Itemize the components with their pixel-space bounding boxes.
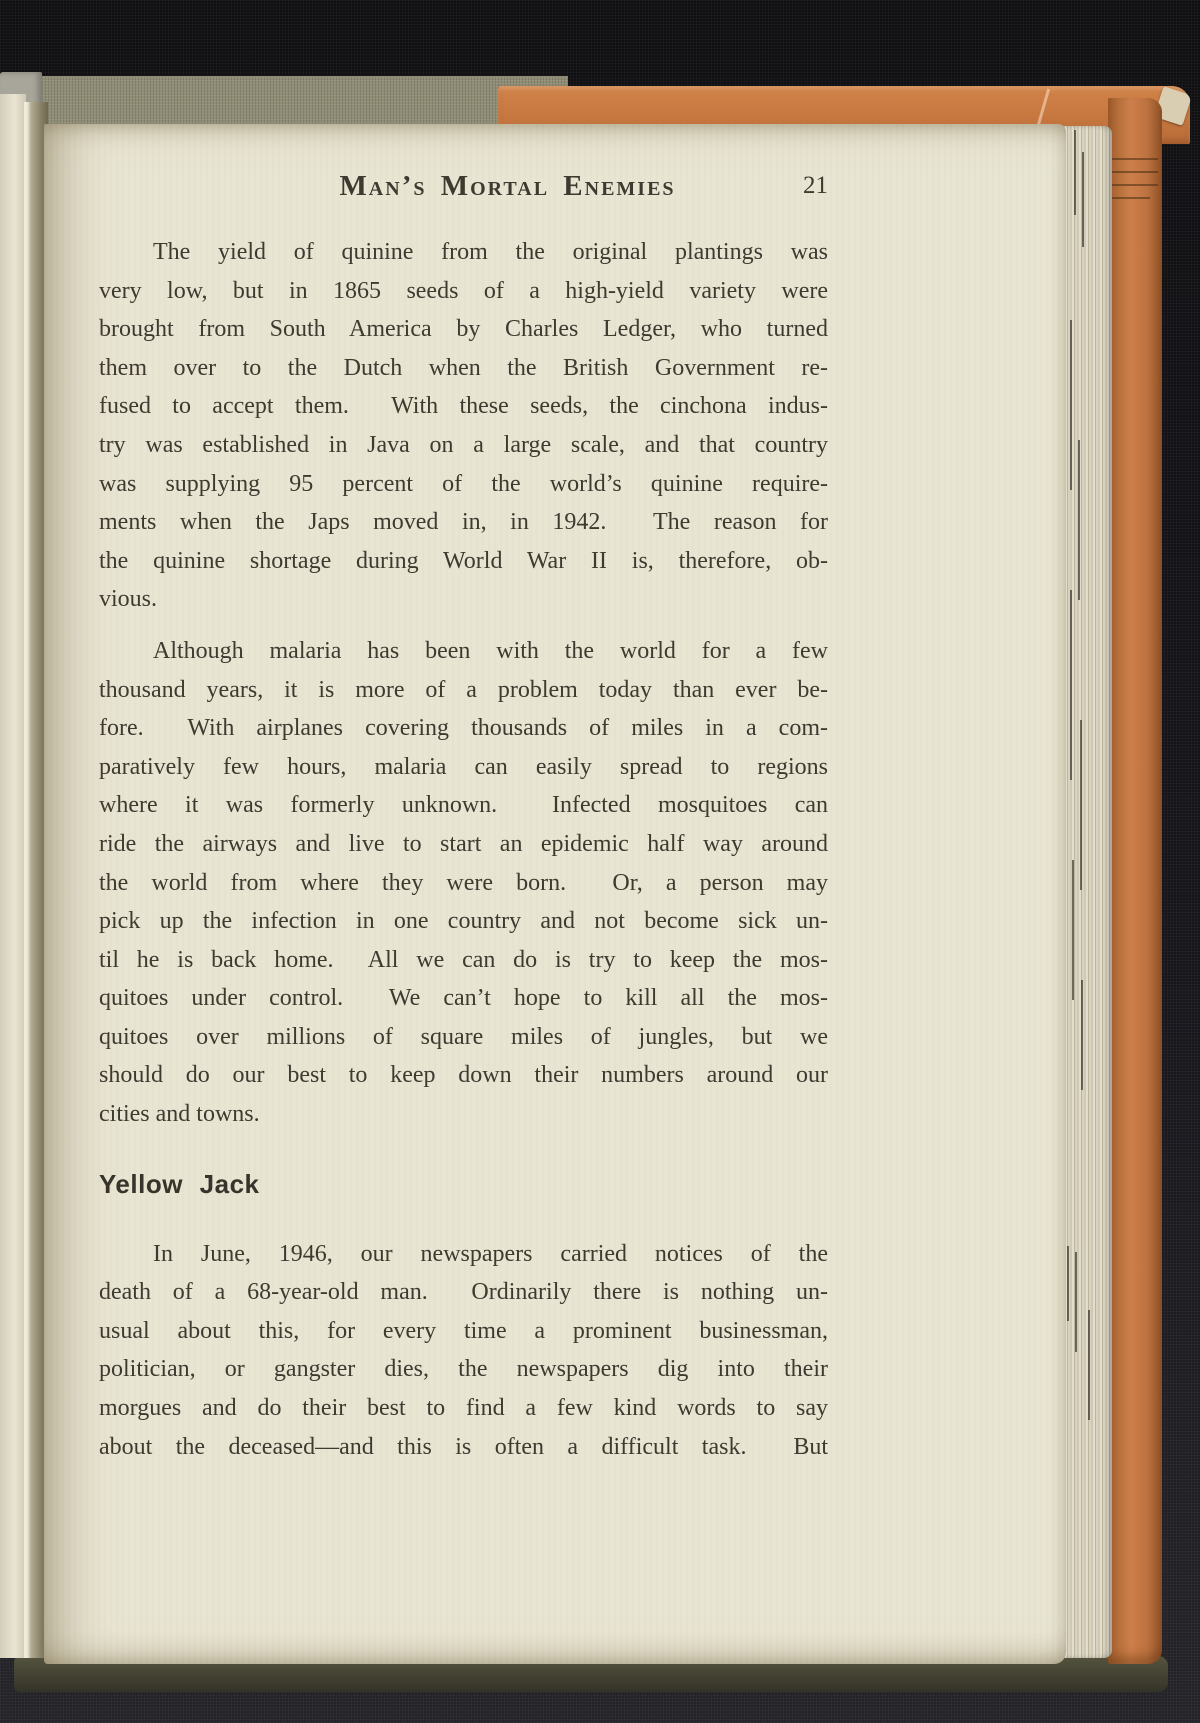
fore-edge-ink-mark	[1088, 1310, 1090, 1420]
fore-edge-ink-mark	[1081, 980, 1083, 1090]
fore-edge-ink-mark	[1074, 130, 1076, 215]
cover-edge-line	[1112, 197, 1150, 199]
text-line: the world from where they were born. Or, a person may	[99, 869, 828, 896]
text-line: usual about this, for every time a prominent businessman,	[99, 1317, 828, 1344]
text-line: In June, 1946, our newspapers carried notices of the	[153, 1240, 828, 1267]
fore-edge-ink-mark	[1070, 320, 1072, 490]
text-line: thousand years, it is more of a problem today than ever be-	[99, 676, 828, 703]
text-line: very low, but in 1865 seeds of a high-yield variety were	[99, 277, 828, 304]
text-line: about the deceased—and this is often a difficult task. But	[99, 1433, 828, 1460]
text-line: til he is back home. All we can do is try to keep the mos-	[99, 946, 828, 973]
fore-edge-ink-mark	[1082, 152, 1084, 247]
fore-edge-ink-mark	[1078, 440, 1080, 600]
text-line: where it was formerly unknown. Infected mosquitoes can	[99, 792, 828, 819]
text-line: death of a 68-year-old man. Ordinarily there is nothing un-	[99, 1279, 828, 1306]
text-line: Although malaria has been with the world for a few	[153, 637, 828, 664]
text-line: try was established in Java on a large scale, and that country	[99, 431, 828, 458]
text-column	[99, 233, 828, 1479]
text-line: was supplying 95 percent of the world’s quinine require-	[99, 470, 828, 497]
book-cover-fore-edge	[1108, 98, 1162, 1664]
page-stack-fore-edge	[1058, 126, 1112, 1658]
paragraph	[99, 632, 828, 1134]
text-line: ments when the Japs moved in, in 1942. The reason for	[99, 509, 828, 536]
running-header	[99, 170, 828, 212]
cover-edge-line	[1112, 171, 1158, 173]
text-line: quitoes under control. We can’t hope to kill all the mos-	[99, 985, 828, 1012]
text-line: fore. With airplanes covering thousands of miles in a com-	[99, 715, 828, 742]
page-number: 21	[803, 172, 828, 199]
fore-edge-ink-mark	[1080, 720, 1082, 890]
fore-edge-ink-mark	[1070, 590, 1072, 780]
text-line: should do our best to keep down their numbers around our	[99, 1062, 828, 1089]
text-line: morgues and do their best to find a few kind words to say	[99, 1395, 828, 1422]
text-line: fused to accept them. With these seeds, the cinchona indus-	[99, 393, 828, 420]
text-line: pick up the infection in one country and not become sick un-	[99, 908, 828, 935]
paragraph	[99, 233, 828, 619]
text-line: politician, or gangster dies, the newspapers dig into their	[99, 1356, 828, 1383]
text-line: ride the airways and live to start an epidemic half way around	[99, 830, 828, 857]
cover-edge-line	[1112, 184, 1158, 186]
text-line: cities and towns.	[99, 1101, 260, 1128]
text-line: them over to the Dutch when the British Government re-	[99, 354, 828, 381]
cover-edge-line	[1112, 158, 1158, 160]
fore-edge-ink-mark	[1075, 1252, 1077, 1352]
text-line: the quinine shortage during World War II is, therefore, ob-	[99, 547, 828, 574]
text-line: brought from South America by Charles Ledger, who turned	[99, 316, 828, 343]
page-title: Man’s Mortal Enemies	[339, 170, 676, 202]
fore-edge-ink-mark	[1072, 860, 1074, 1000]
text-line: quitoes over millions of square miles of jungles, but we	[99, 1023, 828, 1050]
paragraph	[99, 1235, 828, 1467]
text-line: vious.	[99, 586, 158, 613]
text-line: paratively few hours, malaria can easily spread to regions	[99, 753, 828, 780]
text-line: The yield of quinine from the original plantings was	[153, 239, 828, 265]
fore-edge-ink-mark	[1067, 1246, 1069, 1321]
section-heading: Yellow Jack	[99, 1168, 260, 1199]
facing-page-edge	[0, 94, 26, 1658]
